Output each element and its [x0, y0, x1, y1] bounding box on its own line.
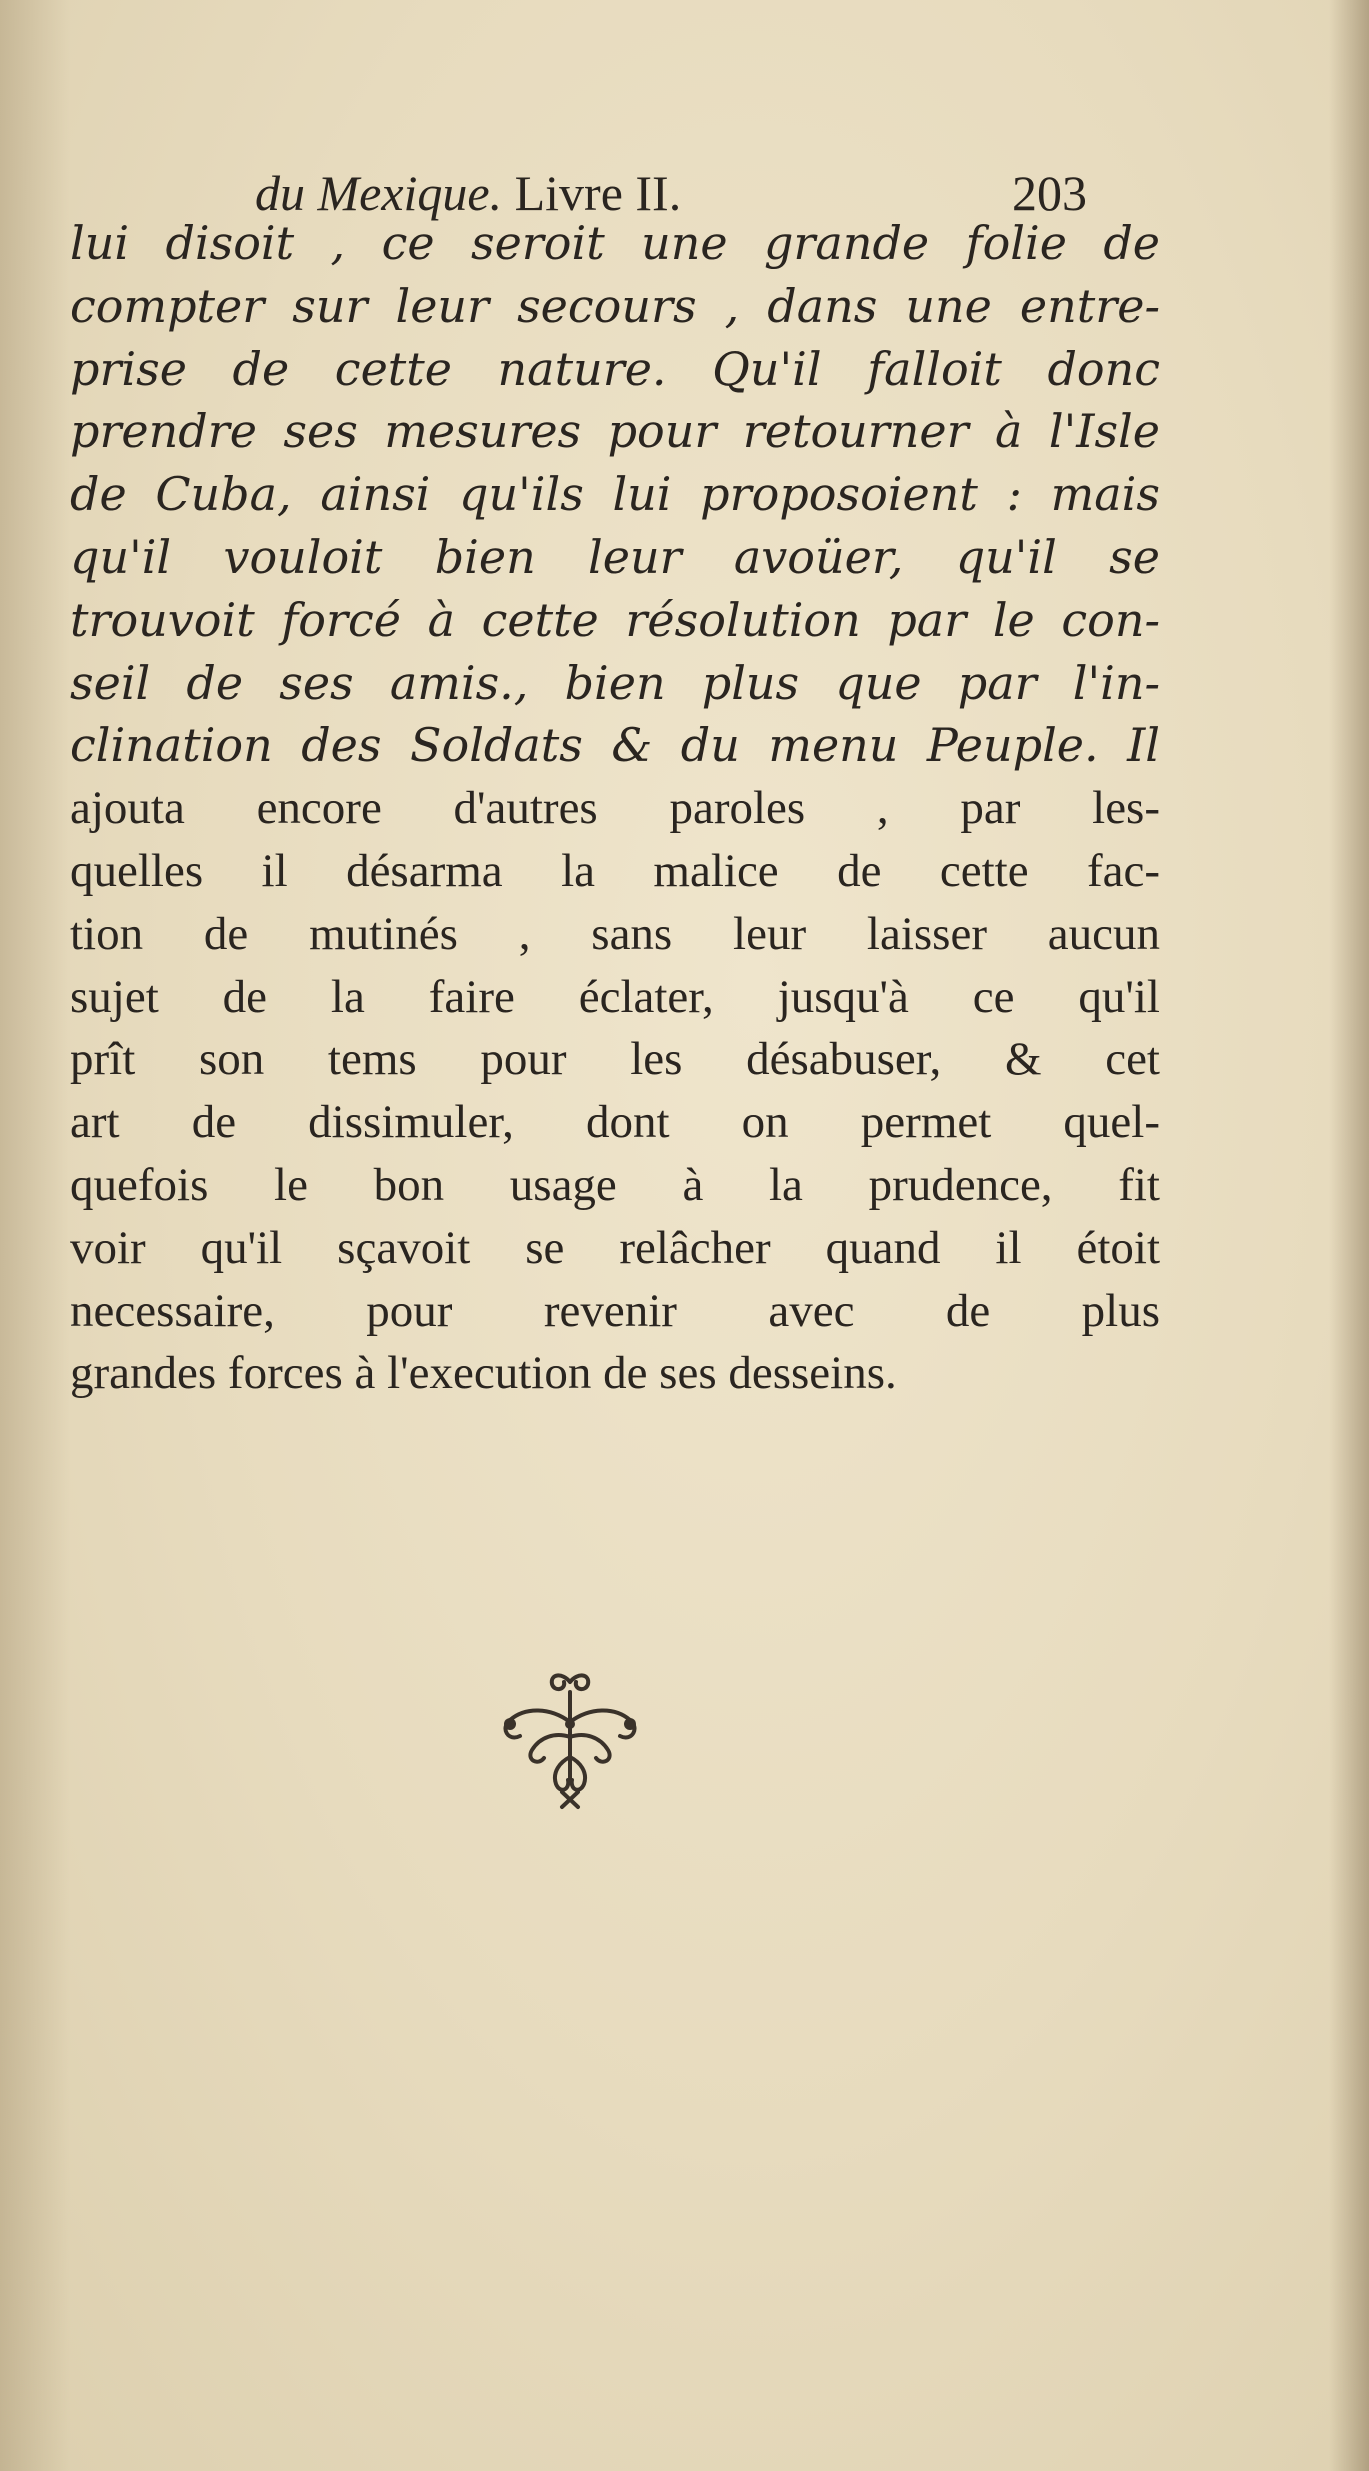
text-line: seil de ses amis., bien plus que par l'in-	[70, 655, 1160, 710]
text-line: quelles il désarma la malice de cette fac-	[70, 844, 1160, 897]
body-text	[70, 212, 1160, 1405]
fleuron-ornament-icon	[470, 1662, 670, 1812]
text-line: voir qu'il sçavoit se relâcher quand il étoit	[70, 1221, 1160, 1274]
text-line: sujet de la faire éclater, jusqu'à ce qu'il	[70, 970, 1160, 1023]
text-line: clination des Soldats & du menu Peuple. Il	[70, 718, 1160, 773]
text-line: compter sur leur secours , dans une entre-	[70, 278, 1160, 333]
text-line: prise de cette nature. Qu'il falloit donc	[70, 341, 1160, 396]
text-line: prît son tems pour les désabuser, & cet	[70, 1033, 1160, 1086]
text-line: prendre ses mesures pour retourner à l'Isle	[70, 404, 1160, 459]
text-line: qu'il vouloit bien leur avoüer, qu'il se	[70, 529, 1160, 584]
text-line: ajouta encore d'autres paroles , par les-	[70, 782, 1160, 835]
text-line: trouvoit forcé à cette résolution par le con-	[70, 592, 1160, 647]
text-line: quefois le bon usage à la prudence, fit	[70, 1158, 1160, 1211]
text-line: tion de mutinés , sans leur laisser aucun	[70, 907, 1160, 960]
text-line: de Cuba, ainsi qu'ils lui proposoient : mais	[70, 467, 1160, 522]
page-number: 203	[1012, 165, 1087, 221]
running-title-roman: Livre II.	[514, 165, 682, 221]
text-line: lui disoit , ce seroit une grande folie de	[70, 216, 1160, 270]
text-line: grandes forces à l'execution de ses desseins.	[70, 1347, 897, 1400]
text-line: art de dissimuler, dont on permet quel-	[70, 1096, 1160, 1149]
running-title-italic: du Mexique.	[255, 165, 503, 221]
text-line: necessaire, pour revenir avec de plus	[70, 1284, 1160, 1337]
